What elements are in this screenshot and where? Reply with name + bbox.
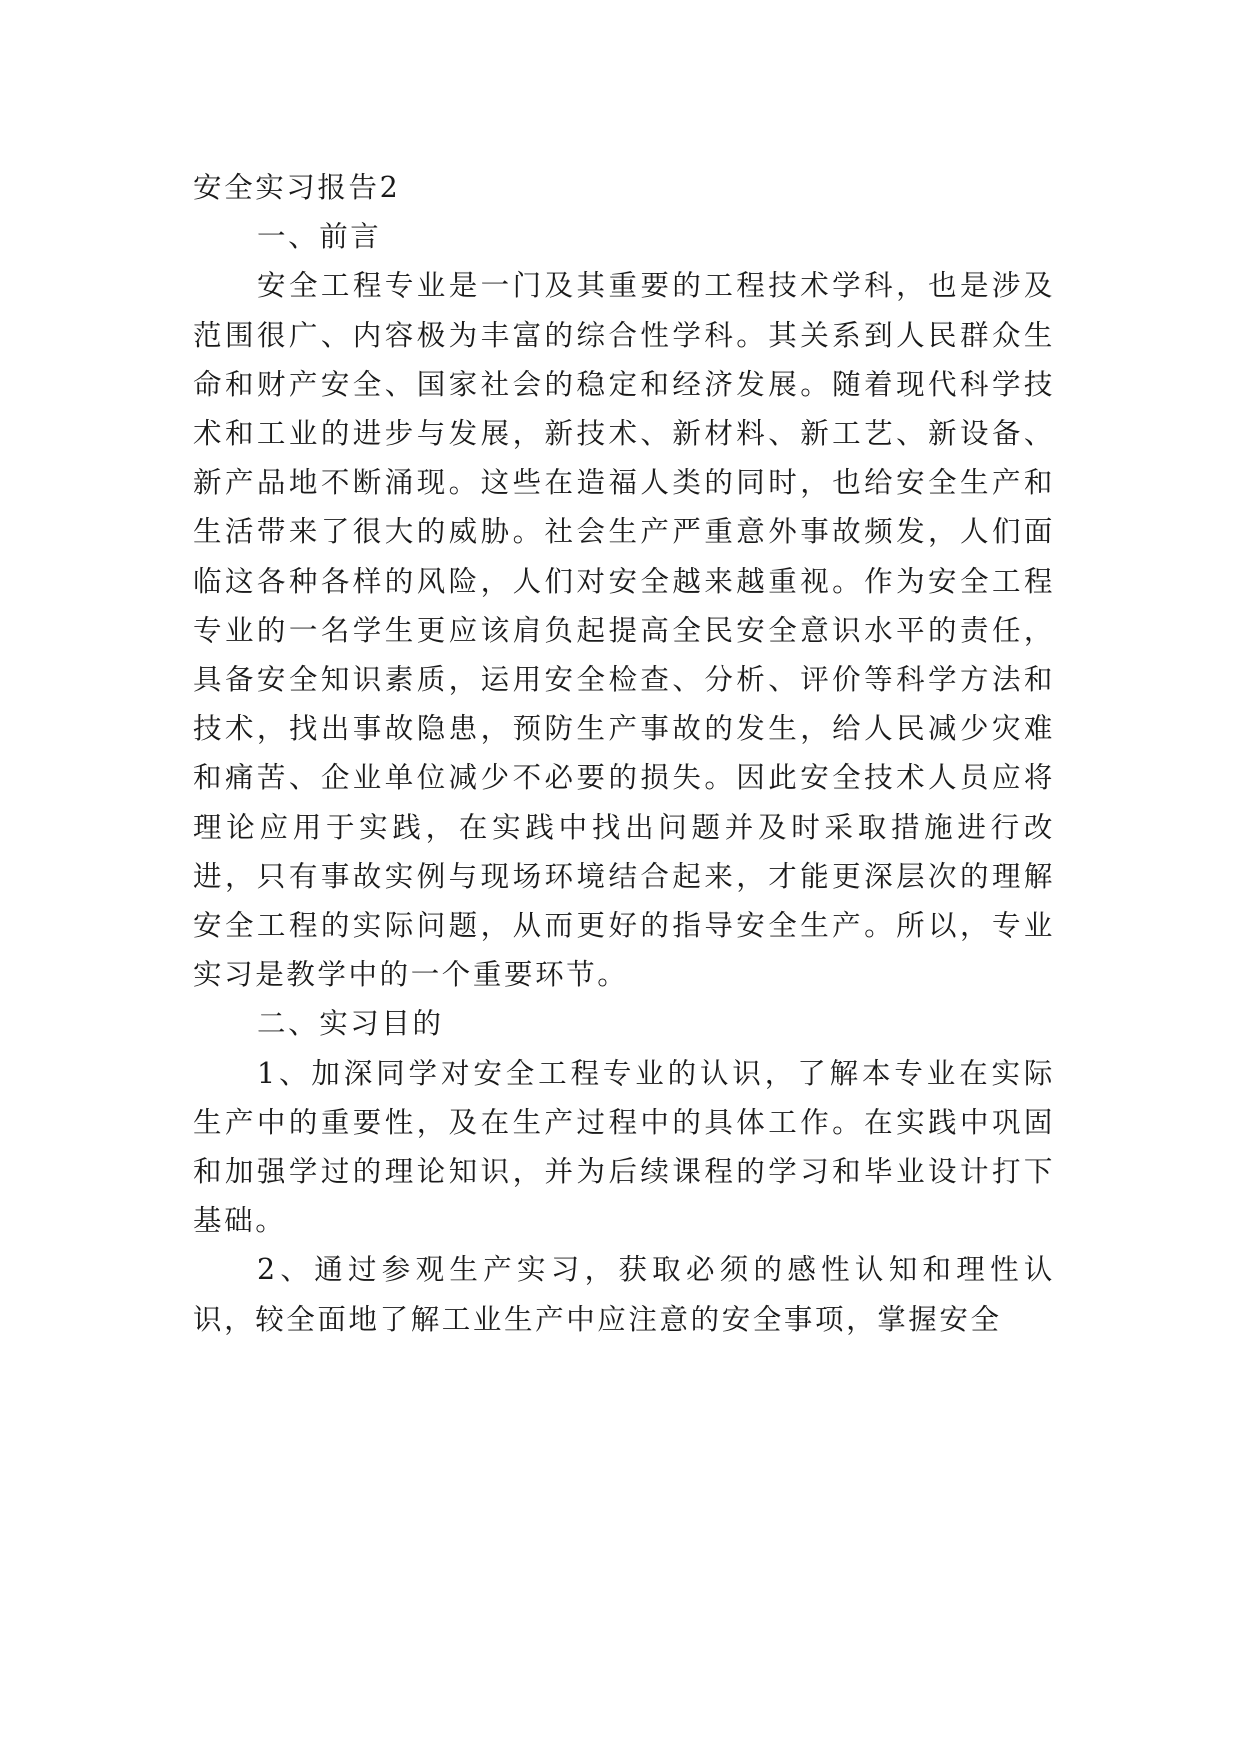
purpose-paragraph-1: 1、加深同学对安全工程专业的认识，了解本专业在实际生产中的重要性，及在生产过程中的具体工作。在实践中巩固和加强学过的理论知识，并为后续课程的学习和毕业设计打下基础。 (193, 1056, 1055, 1238)
document-body (193, 163, 1055, 1344)
purpose-paragraph-2: 2、通过参观生产实习，获取必须的感性认知和理性认识，较全面地了解工业生产中应注意的安全事项，掌握安全 (193, 1253, 1055, 1336)
section-heading-purpose: 二、实习目的 (257, 1007, 444, 1041)
preface-paragraph: 安全工程专业是一门及其重要的工程技术学科，也是涉及范围很广、内容极为丰富的综合性学科。其关系到人民群众生命和财产安全、国家社会的稳定和经济发展。随着现代科学技术和工业的进步与发展，新技术、新材料、新工艺、新设备、新产品地不断涌现。这些在造福人类的同时，也给安全生产和生活带来了很大的威胁。社会生产严重意外事故频发，人们面临这各种各样的风险，人们对安全越来越重视。作为安全工程专业的一名学生更应该肩负起提高全民安全意识水平的责任，具备安全知识素质，运用安全检查、分析、评价等科学方法和技术，找出事故隐患，预防生产事故的发生，给人民减少灾难和痛苦、企业单位减少不必要的损失。因此安全技术人员应将理论应用于实践，在实践中找出问题并及时采取措施进行改进，只有事故实例与现场环境结合起来，才能更深层次的理解安全工程的实际问题，从而更好的指导安全生产。所以，专业实习是教学中的一个重要环节。 (193, 269, 1055, 992)
section-heading-preface: 一、前言 (257, 220, 382, 254)
document-title: 安全实习报告2 (193, 171, 401, 204)
